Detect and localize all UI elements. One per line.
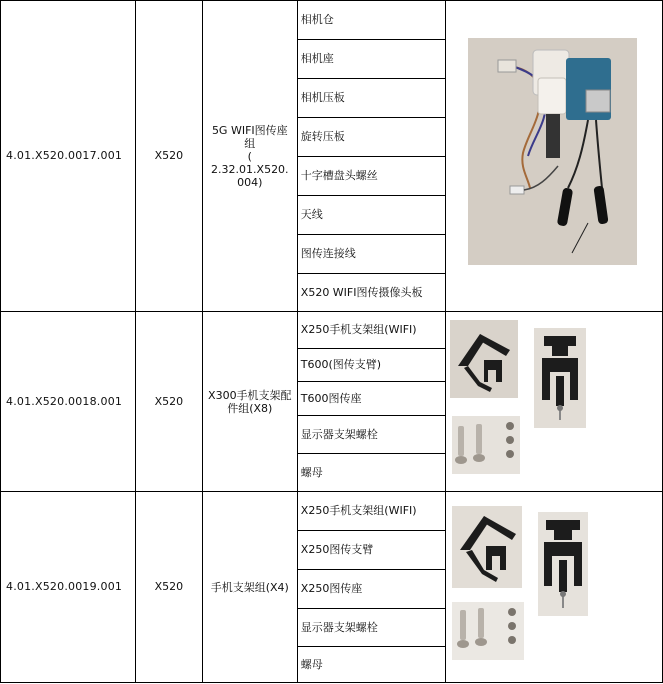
component-cell: 图传连接线 bbox=[297, 235, 445, 274]
table-row bbox=[1, 312, 663, 349]
part-number-cell: 4.01.X520.0019.001 bbox=[1, 492, 136, 683]
component-cell: X250手机支架组(WIFI) bbox=[297, 312, 445, 349]
component-cell: 旋转压板 bbox=[297, 118, 445, 157]
component-cell: 相机压板 bbox=[297, 79, 445, 118]
bolts-and-nuts-photo bbox=[452, 416, 520, 474]
component-cell: 相机座 bbox=[297, 40, 445, 79]
part-number-cell: 4.01.X520.0018.001 bbox=[1, 312, 136, 492]
part-number-cell: 4.01.X520.0017.001 bbox=[1, 1, 136, 312]
image-cell bbox=[445, 312, 662, 492]
table-row bbox=[1, 1, 663, 40]
bolts-and-nuts-photo bbox=[452, 602, 524, 660]
component-cell: X250手机支架组(WIFI) bbox=[297, 492, 445, 531]
image-transmission-arm-photo bbox=[538, 512, 588, 616]
component-cell: 螺母 bbox=[297, 454, 445, 492]
component-cell: T600(图传支臂) bbox=[297, 349, 445, 382]
phone-bracket-photo bbox=[452, 506, 522, 588]
table-row bbox=[1, 492, 663, 531]
component-cell: T600图传座 bbox=[297, 382, 445, 416]
image-cell bbox=[445, 1, 662, 312]
component-cell: 螺母 bbox=[297, 647, 445, 683]
component-cell: 显示器支架螺栓 bbox=[297, 416, 445, 454]
component-cell: X250图传座 bbox=[297, 570, 445, 609]
component-cell: X520 WIFI图传摄像头板 bbox=[297, 274, 445, 312]
model-cell: X520 bbox=[135, 312, 202, 492]
component-cell: 显示器支架螺栓 bbox=[297, 609, 445, 647]
image-cell bbox=[445, 492, 662, 683]
phone-bracket-photo bbox=[450, 320, 518, 398]
model-cell: X520 bbox=[135, 1, 202, 312]
component-cell: 天线 bbox=[297, 196, 445, 235]
assembly-name-cell: X300手机支架配 件组(X8) bbox=[202, 312, 297, 492]
component-cell: X250图传支臂 bbox=[297, 531, 445, 570]
camera-module-assembly-photo bbox=[468, 38, 637, 265]
image-transmission-arm-photo bbox=[534, 328, 586, 428]
assembly-name-cell: 手机支架组(X4) bbox=[202, 492, 297, 683]
component-cell: 十字槽盘头螺丝 bbox=[297, 157, 445, 196]
assembly-name-cell: 5G WIFI图传座 组 ( 2.32.01.X520. 004) bbox=[202, 1, 297, 312]
component-cell: 相机仓 bbox=[297, 1, 445, 40]
model-cell: X520 bbox=[135, 492, 202, 683]
